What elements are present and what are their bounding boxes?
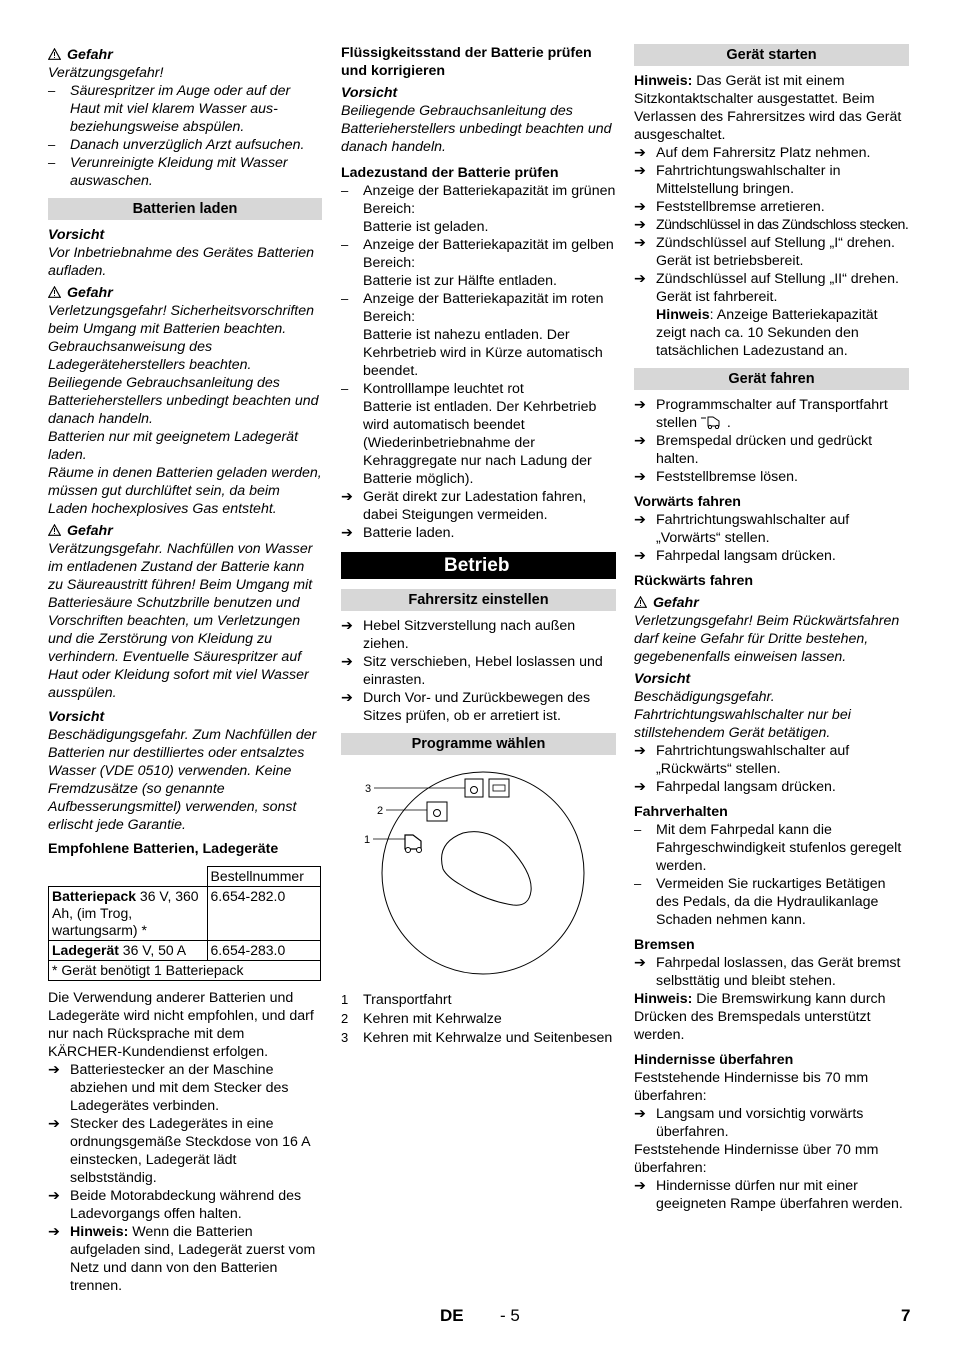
arrow-icon: ➔ [634,163,646,179]
caution-heading: Vorsicht [634,671,691,687]
warning-heading: Gefahr [48,46,322,64]
transport-drive-icon [405,835,422,853]
legend-list [341,991,616,1047]
switch-dial-circle [382,772,584,974]
subsection-heading: Vorwärts fahren [634,494,741,510]
table-header-cell: Bestellnummer [207,867,321,887]
program-switch-diagram [341,761,616,991]
step-item: ➔ Stecker des Ladegerätes in eine ordnungsgemäße Steckdose von 16 A einstecken, Ladegerät lädt selbstständig. [48,1116,310,1186]
section-heading-geraet-fahren: Gerät fahren [634,368,909,390]
warning-text: Verätzungsgefahr. Nachfüllen von Wasser im entladenen Zustand der Batterie kann zu Säureaustritt führen! Beim Umgang mit Batteriesäure Schutzbrille benutzen und Vorschriften beachten, um Verletzungen und die Zerstörung von Kleidung zu verhindern. Eventuelle Säurespritzer auf Haut oder Kleidung sofort mit viel Wasser ausspülen. [48,541,313,701]
step-item: ➔ Fahrpedal langsam drücken. [634,779,836,795]
warning-heading: Gefahr [48,522,322,540]
step-item: ➔ Batterie laden. [341,525,455,541]
callout-2: 2 [377,805,384,817]
arrow-icon: ➔ [341,489,353,505]
legend-item: 2 Kehren mit Kehrwalze [341,1011,502,1027]
paragraph: Hinweis: Das Gerät ist mit einem Sitzkontaktschalter ausgestattet. Beim Verlassen des Fahrersitzes wird das Gerät ausgeschaltet. [634,73,902,143]
warning-text: Verätzungsgefahr! [48,65,164,81]
arrow-icon: ➔ [48,1062,60,1078]
subsection-heading: Fahrverhalten [634,804,728,820]
subsection-heading: Bremsen [634,937,695,953]
arrow-icon: ➔ [634,145,646,161]
footer-language: DE [440,1306,464,1325]
warning-triangle-icon [48,48,61,60]
arrow-icon: ➔ [634,779,646,795]
step-item: ➔ Batteriestecker an der Maschine abziehen und mit dem Stecker des Ladegerätes verbinden. [48,1062,289,1114]
step-item: ➔ Programmschalter auf Transportfahrt stellen . [634,397,888,431]
step-item: ➔ Fahrtrichtungswahlschalter auf „Vorwärts“ stellen. [634,512,850,546]
caution-text: Vor Inbetriebnahme des Gerätes Batterien aufladen. [48,245,315,279]
list-item: – Danach unverzüglich Arzt aufsuchen. [48,137,305,153]
legend-item: 3 Kehren mit Kehrwalze und Seitenbesen [341,1030,613,1046]
arrow-icon: ➔ [634,1178,646,1194]
table-heading: Empfohlene Batterien, Ladegeräte [48,841,279,857]
step-item: ➔ Fahrtrichtungswahlschalter in Mittelstellung bringen. [634,163,841,197]
step-item: ➔ Beide Motorabdeckung während des Ladevorgangs offen halten. [48,1188,302,1222]
arrow-icon: ➔ [634,271,646,287]
step-item: ➔ Auf dem Fahrersitz Platz nehmen. [634,145,871,161]
step-item: ➔ Gerät direkt zur Ladestation fahren, dabei Steigungen vermeiden. [341,489,587,523]
arrow-icon: ➔ [634,235,646,251]
list-item: – Säurespritzer im Auge oder auf der Haut mit viel klarem Wasser aus- beziehungsweise abspülen. [48,83,291,135]
list-item: – Verunreinigte Kleidung mit Wasser auswaschen. [48,155,288,189]
arrow-icon: ➔ [634,217,646,233]
arrow-icon: ➔ [634,743,646,759]
step-item: ➔ Langsam und vorsichtig vorwärts überfahren. [634,1106,864,1140]
arrow-icon: ➔ [634,1106,646,1122]
warning-triangle-icon [634,596,647,608]
step-item: ➔ Fahrpedal langsam drücken. [634,548,836,564]
step-item: ➔ Hinweis: Wenn die Batterien aufgeladen sind, Ladegerät zuerst vom Netz und dann von den Batterien trennen. [48,1224,316,1294]
list-item: – Anzeige der Batteriekapazität im grünen Bereich: Batterie ist geladen. [341,183,616,235]
subsection-heading: Rückwärts fahren [634,573,754,589]
warning-text: Verletzungsgefahr! Beim Rückwärtsfahren darf keine Gefahr für Dritte bestehen, gegebenenfalls einweisen lassen. [634,613,900,665]
caution-heading: Vorsicht [48,227,105,243]
arrow-icon: ➔ [634,548,646,564]
list-item: – Anzeige der Batteriekapazität im roten Bereich: Batterie ist nahezu entladen. Der Kehrbetrieb wird in Kürze automatisch beendet. [341,291,604,379]
arrow-icon: ➔ [634,955,646,971]
warning-triangle-icon [48,524,61,536]
warning-heading: Gefahr [48,284,322,302]
callout-1: 1 [364,834,371,846]
column-3 [634,42,909,1213]
arrow-icon: ➔ [634,433,646,449]
arrow-icon: ➔ [341,690,353,706]
table-cell: Ladegerät 36 V, 50 A [49,941,208,961]
subsection-heading: Ladezustand der Batterie prüfen [341,165,559,181]
list-item: – Kontrolllampe leuchtet rot Batterie ist entladen. Der Kehrbetrieb wird automatisch beendet (Wiederinbetriebnahme der Kehraggregate nur nach Ladung der Batterie möglich). [341,381,597,487]
step-item: ➔ Hindernisse dürfen nur mit einer geeigneten Rampe überfahren werden. [634,1178,903,1212]
table-row [49,867,321,887]
table-cell: 6.654-282.0 [207,887,321,941]
arrow-icon: ➔ [48,1224,60,1240]
table-row [49,941,321,961]
chapter-title-betrieb: Betrieb [341,552,616,579]
legend-item: 1 Transportfahrt [341,992,452,1008]
step-item: ➔ Hebel Sitzverstellung nach außen ziehen. [341,618,576,652]
step-item: ➔ Zündschlüssel in das Zündschloss stecken. [634,217,909,233]
caution-text: Beschädigungsgefahr. Zum Nachfüllen der Batterien nur destilliertes oder entsalztes Wasser (VDE 0510) verwenden. Keine Fremdzusätze (so genannte Aufbesserungsmittel) verwenden, sonst erlischt jede Garantie. [48,727,317,833]
arrow-icon: ➔ [48,1116,60,1132]
step-item: ➔ Fahrtrichtungswahlschalter auf „Rückwärts“ stellen. [634,743,850,777]
list-item: – Mit dem Fahrpedal kann die Fahrgeschwindigkeit stufenlos geregelt werden. [634,822,902,874]
caution-heading: Vorsicht [341,85,398,101]
subsection-heading: Flüssigkeitsstand der Batterie prüfen und korrigieren [341,45,592,79]
arrow-icon: ➔ [341,654,353,670]
step-item: ➔ Zündschlüssel auf Stellung „I“ drehen. Gerät ist betriebsbereit. [634,235,895,269]
section-heading-programme: Programme wählen [341,733,616,755]
paragraph: Die Verwendung anderer Batterien und Ladegeräte wird nicht empfohlen, und darf nur nach Rücksprache mit dem KÄRCHER-Kundendienst erfolgen. [48,990,314,1060]
warning-text: Batterien nur mit geeignetem Ladegerät laden. [48,429,299,463]
paragraph: Hinweis: Die Bremswirkung kann durch Drücken des Bremspedals unterstützt werden. [634,991,886,1043]
program-switch-figure [341,761,616,991]
paragraph: Feststehende Hindernisse bis 70 mm überfahren: [634,1070,869,1104]
sweep-with-roller-icon [427,802,447,821]
table-cell: Batteriepack 36 V, 360 Ah, (im Trog, wartungsarm) * [49,887,208,941]
caution-heading: Vorsicht [48,709,105,725]
arrow-icon: ➔ [634,469,646,485]
table-footnote: * Gerät benötigt 1 Batteriepack [49,961,321,981]
step-item: ➔ Feststellbremse lösen. [634,469,798,485]
subsection-heading: Hindernisse überfahren [634,1052,794,1068]
sweep-with-side-brush-icon [465,779,509,797]
switch-knob [442,832,532,906]
paragraph: Feststehende Hindernisse über 70 mm überfahren: [634,1142,879,1176]
warning-text: Beiliegende Gebrauchsanleitung des Batterieherstellers unbedingt beachten und danach handeln. [48,375,319,427]
table-row [49,887,321,941]
arrow-icon: ➔ [341,618,353,634]
list-item: – Vermeiden Sie ruckartiges Betätigen des Pedals, da die Hydraulikanlage Schaden nehmen kann. [634,876,886,928]
section-heading-geraet-starten: Gerät starten [634,44,909,66]
arrow-icon: ➔ [634,397,646,413]
step-item: ➔ Zündschlüssel auf Stellung „II“ drehen. Gerät ist fahrbereit. Hinweis: Anzeige Batteriekapazität zeigt nach ca. 10 Sekunden den tatsächlichen Ladezustand an. [634,271,899,359]
step-item: ➔ Durch Vor- und Zurückbewegen des Sitzes prüfen, ob er arretiert ist. [341,690,591,724]
warning-text: Verletzungsgefahr! Sicherheitsvorschriften beim Umgang mit Batterien beachten. Gebrauchsanweisung des Ladegeräteherstellers beachten. [48,303,315,373]
step-item: ➔ Bremspedal drücken und gedrückt halten. [634,433,873,467]
transport-drive-icon [701,415,723,429]
arrow-icon: ➔ [634,199,646,215]
step-item: ➔ Fahrpedal loslassen, das Gerät bremst selbsttätig und bleibt stehen. [634,955,901,989]
step-item: ➔ Feststellbremse arretieren. [634,199,825,215]
table-cell: 6.654-283.0 [207,941,321,961]
callout-3: 3 [365,783,372,795]
battery-table [48,866,321,981]
warning-triangle-icon [48,286,61,298]
footer-page-number: 7 [901,1306,911,1325]
section-heading-batterien-laden: Batterien laden [48,198,322,220]
column-2 [341,42,616,1047]
table-row [49,961,321,981]
column-1 [48,42,322,1295]
arrow-icon: ➔ [634,512,646,528]
list-item: – Anzeige der Batteriekapazität im gelben Bereich: Batterie ist zur Hälfte entladen. [341,237,614,289]
step-item: ➔ Sitz verschieben, Hebel loslassen und einrasten. [341,654,603,688]
warning-text: Räume in denen Batterien geladen werden, müssen gut durchlüftet sein, da beim Laden hochexplosives Gas entsteht. [48,465,322,517]
caution-text: Beschädigungsgefahr. Fahrtrichtungswahlschalter nur bei stillstehendem Gerät betätigen. [634,689,851,741]
caution-text: Beiliegende Gebrauchsanleitung des Batterieherstellers unbedingt beachten und danach handeln. [341,103,612,155]
footer-page-sub: - 5 [500,1306,520,1325]
arrow-icon: ➔ [48,1188,60,1204]
warning-heading: Gefahr [634,594,909,612]
section-heading-fahrersitz: Fahrersitz einstellen [341,589,616,611]
arrow-icon: ➔ [341,525,353,541]
